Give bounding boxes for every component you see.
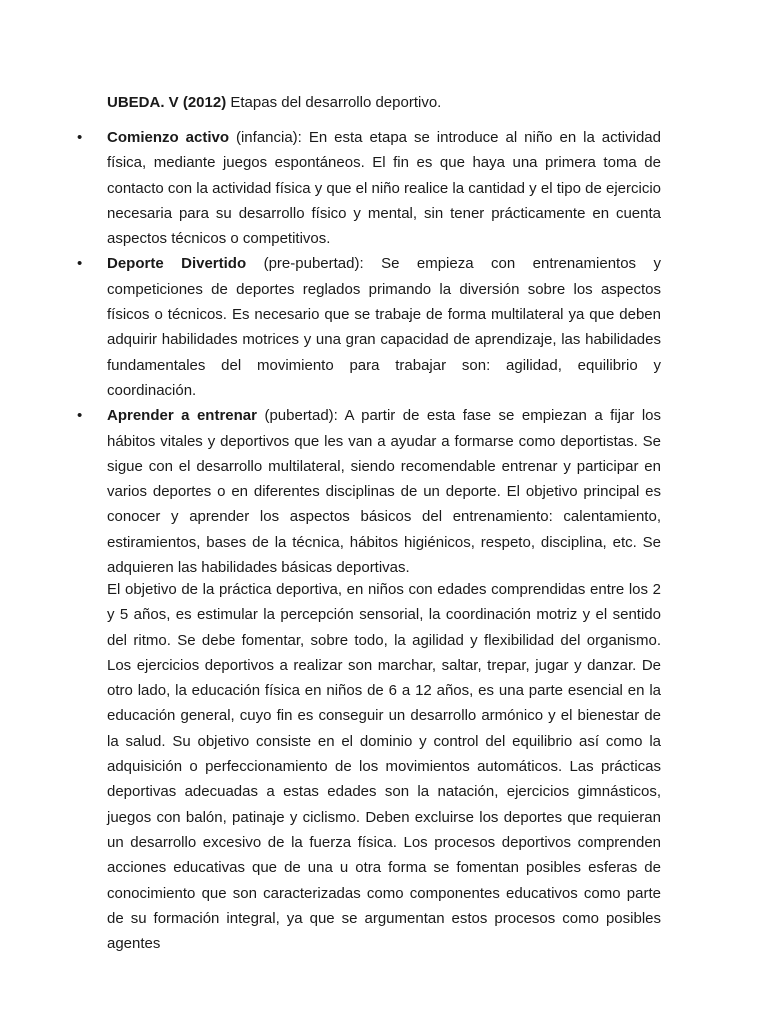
bullet-icon: • bbox=[77, 407, 83, 425]
stage-term: Deporte Divertido bbox=[107, 255, 247, 273]
stage-term: Comienzo activo bbox=[107, 129, 229, 146]
stages-list bbox=[77, 125, 661, 580]
bullet-icon: • bbox=[77, 129, 83, 146]
heading-author: UBEDA. V (2012) bbox=[107, 94, 227, 111]
bullet-icon: • bbox=[77, 255, 83, 273]
document-heading bbox=[107, 90, 441, 115]
stage-description: (pubertad): A partir de esta fase se empiezan a fijar los hábitos vitales y deportivos que les van a ayudar a formarse como deportistas. Se sigue con el desarrollo multilateral, siendo recomendable entrenar y participar en varios deportes o en diferentes disciplinas de un deporte. El objetivo principal es conocer y aprender los aspectos básicos del entrenamiento: calentamiento, estiramientos, bases de la técnica, hábitos higiénicos, respeto, disciplina, etc. Se adquieren las habilidades básicas deportivas. bbox=[107, 407, 661, 577]
stage-description: (pre-pubertad): Se empieza con entrenamientos y competiciones de deportes reglados primando la diversión sobre los aspectos físicos o técnicos. Es necesario que se trabaje de forma multilateral ya que deben adquirir habilidades motrices y una gran capacidad de aprendizaje, las habilidades fundamentales del movimiento para trabajar son: agilidad, equilibrio y coordinación. bbox=[107, 255, 661, 399]
list-item bbox=[77, 125, 661, 251]
list-item bbox=[77, 403, 661, 580]
heading-title: Etapas del desarrollo deportivo. bbox=[226, 94, 442, 111]
list-item bbox=[77, 251, 661, 403]
stage-description: (infancia): En esta etapa se introduce al niño en la actividad física, mediante juegos espontáneos. El fin es que haya una primera toma de contacto con la actividad física y que el niño realice la cantidad y el tipo de ejercicio necesaria para su desarrollo físico y mental, sin tener prácticamente en cuenta aspectos técnicos o competitivos. bbox=[107, 129, 661, 248]
body-paragraph: El objetivo de la práctica deportiva, en niños con edades comprendidas entre los 2 y 5 años, es estimular la percepción sensorial, la coordinación motriz y el sentido del ritmo. Se debe fomentar, sobre todo, la agilidad y flexibilidad del organismo. Los ejercicios deportivos a realizar son marchar, saltar, trepar, jugar y danzar. De otro lado, la educación física en niños de 6 a 12 años, es una parte esencial en la educación general, cuyo fin es conseguir un desarrollo armónico y el bienestar de la salud. Su objetivo consiste en el dominio y control del equilibrio así como la adquisición o perfeccionamiento de los movimientos automáticos. Las prácticas deportivas adecuadas a estas edades son la natación, ejercicios gimnásticos, juegos con balón, patinaje y ciclismo. Deben excluirse los deportes que requieran un desarrollo excesivo de la fuerza física. Los procesos deportivos comprenden acciones educativas que de una u otra forma se fomentan posibles esferas de conocimiento que son caracterizadas como componentes educativos como parte de su formación integral, ya que se argumentan estos procesos como posibles agentes bbox=[107, 581, 661, 953]
stage-term: Aprender a entrenar bbox=[107, 407, 257, 425]
